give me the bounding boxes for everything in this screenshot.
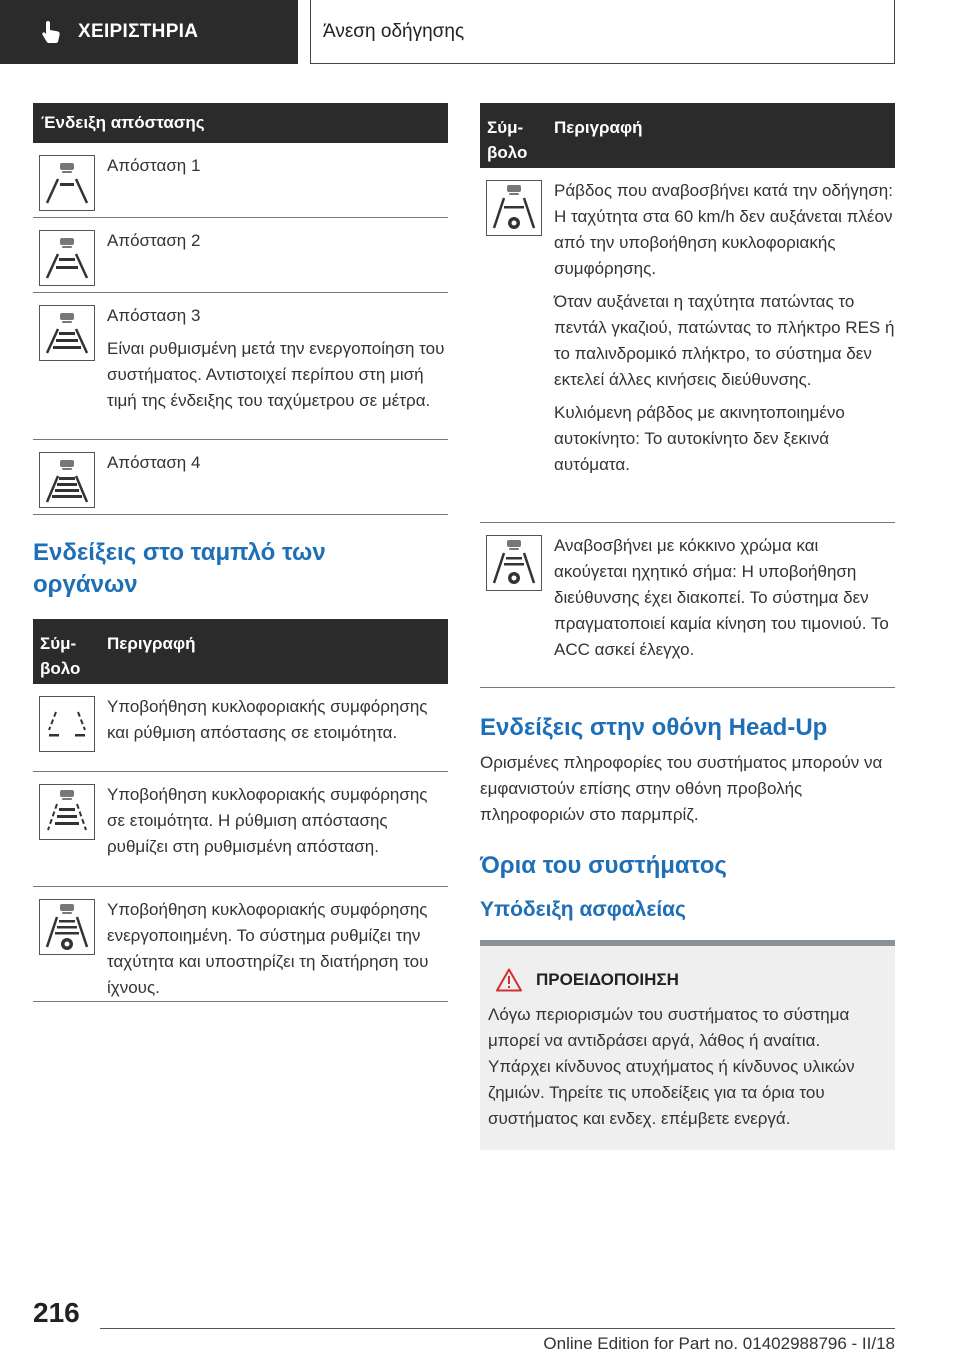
left-column — [33, 103, 448, 1002]
page-number: 216 — [33, 1297, 80, 1328]
list-item: Υποβοήθηση κυκλοφοριακής συμφόρησης ενεργοποιημένη. Το σύστημα ρυθμίζει την ταχύτητα και υποστηρίζει τη διατήρηση του ίχνους. — [107, 900, 429, 997]
page-header — [0, 0, 960, 64]
distance-table-header — [33, 103, 448, 143]
safety-subheading: Υπόδειξη ασφαλείας — [480, 898, 686, 921]
col-symbol: Σύμβολο — [40, 634, 81, 678]
cluster-table-header — [33, 619, 448, 684]
right-column — [480, 103, 895, 1150]
distance-table — [33, 103, 448, 515]
distance-1-icon — [39, 155, 95, 211]
col-description: Περιγραφή — [554, 118, 643, 137]
steering-bar-blinking-icon — [486, 180, 542, 236]
table-row — [480, 523, 895, 688]
table-row — [33, 440, 448, 515]
list-item: Απόσταση 4 — [107, 453, 201, 472]
section-label: ΧΕΙΡΙΣΤΗΡΙΑ — [78, 21, 199, 42]
cruise-active-steering-icon — [39, 899, 95, 955]
distance-4-icon — [39, 452, 95, 508]
list-item: Υποβοήθηση κυκλοφοριακής συμφόρησης σε ετοιμότητα. Η ρύθμιση απόστασης ρυθμίζει στη ρυθμισμένη απόσταση. — [107, 785, 428, 856]
symbol-table — [480, 103, 895, 688]
cluster-table — [33, 619, 448, 1002]
cruise-ready-icon — [39, 696, 95, 752]
warning-text: Λόγω περιορισμών του συστήματος το σύστημα μπορεί να αντιδράσει αργά, λάθος ή αναίτια. Υπάρχει κίνδυνος ατυχήματος ή κίνδυνος υλικών ζημιών. Τηρείτε τις υποδείξεις για τα όρια του συστήματος και ενδεχ. επέμβετε ενεργά. — [488, 1005, 855, 1128]
distance-2-icon — [39, 230, 95, 286]
list-item: Ράβδος που αναβοσβήνει κατά την οδήγηση: Η ταχύτητα στα 60 km/h δεν αυξάνεται πλέον από την υποβοήθηση κυκλοφοριακής συμφόρησης. Όταν αυξάνεται η ταχύτητα πατώντας το πεντάλ γκαζιού, πατώντας το πλήκτρο RES ή το παλινδρομικό πλήκτρο, το σύστημα δεν εκτελεί άλλες κινήσεις διεύθυνσης. Κυλιόμενη ράβδος με ακινητοποιημένο αυτοκίνητο: Το αυτοκίνητο δεν ξεκινά αυτόματα. — [554, 181, 895, 474]
table-row — [480, 168, 895, 523]
warning-triangle-icon — [496, 968, 522, 992]
table-row — [33, 143, 448, 218]
hud-text: Ορισμένες πληροφορίες του συστήματος μπορούν να εμφανιστούν επίσης στην οθόνη προβολής πληροφοριών στο παρμπρίζ. — [480, 753, 883, 824]
table-row — [33, 772, 448, 887]
limits-heading: Όρια του συστήματος — [480, 852, 727, 879]
list-item: Αναβοσβήνει με κόκκινο χρώμα και ακούγεται ηχητικό σήμα: Η υποβοήθηση διεύθυνσης έχει διακοπεί. Το σύστημα δεν πραγματοποιεί καμία κίνηση του τιμονιού. Το ACC ασκεί έλεγχο. — [554, 536, 889, 659]
cluster-heading: Ενδείξεις στο ταμπλό των οργάνων — [33, 539, 326, 598]
col-symbol: Σύμβολο — [487, 118, 528, 162]
list-item: Υποβοήθηση κυκλοφοριακής συμφόρησης και ρύθμιση απόστασης σε ετοιμότητα. — [107, 697, 428, 742]
distance-table-title: Ένδειξη απόστασης — [41, 113, 205, 132]
hud-heading: Ενδείξεις στην οθόνη Head-Up — [480, 714, 828, 741]
section-tab — [0, 0, 298, 64]
list-item: Απόσταση 1 — [107, 156, 201, 175]
list-item: Απόσταση 3 Είναι ρυθμισμένη μετά την ενεργοποίηση του συστήματος. Αντιστοιχεί περίπου στη μισή τιμή της ένδειξης του ταχύμετρου σε μέτρα. — [107, 306, 445, 410]
distance-3-icon — [39, 305, 95, 361]
table-row — [33, 684, 448, 772]
symbol-table-header — [480, 103, 895, 168]
warning-title: ΠΡΟΕΙΔΟΠΟΙΗΣΗ — [536, 970, 679, 989]
table-row — [33, 887, 448, 1002]
edition-footer: Online Edition for Part no. 01402988796 - II/18 — [543, 1334, 895, 1353]
col-description: Περιγραφή — [107, 634, 196, 653]
table-row — [33, 293, 448, 440]
steering-red-warning-icon — [486, 535, 542, 591]
chapter-title-box — [310, 0, 895, 64]
cruise-ready-distance-icon — [39, 784, 95, 840]
table-row — [33, 218, 448, 293]
hand-pointer-icon — [38, 18, 66, 46]
list-item: Απόσταση 2 — [107, 231, 201, 250]
warning-box — [480, 940, 895, 1150]
chapter-title: Άνεση οδήγησης — [323, 20, 465, 42]
footer-divider — [100, 1328, 895, 1329]
